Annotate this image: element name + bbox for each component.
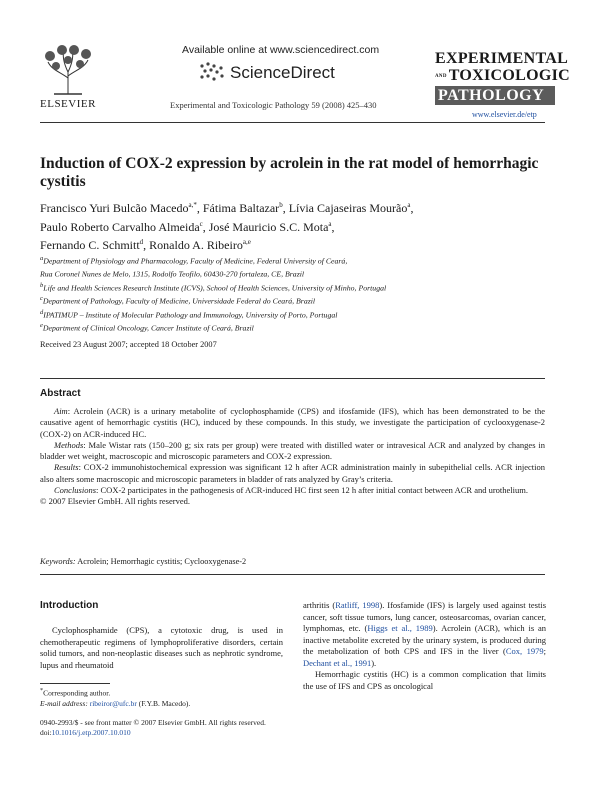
author-name: , Fátima Baltazar	[196, 201, 280, 215]
issn-line: 0940-2993/$ - see front matter © 2007 Elsevier GmbH. All rights reserved.	[40, 718, 266, 727]
author-affil-marker[interactable]: a,e	[242, 238, 251, 246]
affiliation-item: $^c$Department of Pathology, Faculty of Medicine, Universidade Federal do Ceará, Brazil	[40, 295, 316, 306]
intro-paragraph: Cyclophosphamide (CPS), a cytotoxic drug, is used in chemotherapeutic regimens of lymphoproliferative disorders, certain solid tumors, and non-neoplastic diseases such as nephrotic syndrome, lupus and rheumatoid	[40, 625, 283, 670]
author-name: Fernando C. Schmitt	[40, 238, 140, 252]
affiliation-item: $^a$Department of Physiology and Pharmacology, Faculty of Medicine, Federal University of Ceará,	[40, 255, 348, 266]
abstract-aim: Aim: Acrolein (ACR) is a urinary metabolite of cyclophosphamide (CPS) and ifosfamide (IFS), which has been demonstrated to be the causative agent of hemorrhagic cystitis (HC), induced by these compounds. In this study, we investigate the participation of cyclooxygenase-2 (COX-2) on ACR-induced HC.	[40, 406, 545, 439]
abstract-results: Results: COX-2 immunohistochemical expression was significant 12 h after ACR administration mainly in subepithelial cells. ACR injection also alters some macroscopic and microscopic parameters in bladder of rats analyzed by Gray’s criteria.	[40, 462, 545, 484]
affiliation-item: $^b$Life and Health Sciences Research Institute (ICVS), School of Health Sciences, University of Minho, Portugal	[40, 281, 387, 293]
citation-link[interactable]: Cox, 1979	[505, 646, 544, 656]
journal-title-and: AND	[435, 73, 447, 79]
sciencedirect-wordmark: ScienceDirect	[230, 63, 335, 82]
journal-title-line2: AND TOXICOLOGIC	[435, 67, 570, 84]
affiliation-list	[40, 254, 545, 334]
article-title: Induction of COX-2 expression by acrolein in the rat model of hemorrhagic cystitis	[40, 155, 539, 190]
abstract-body	[40, 406, 545, 508]
author-affil-marker[interactable]: a,*	[188, 201, 197, 209]
intro-paragraph: Hemorrhagic cystitis (HC) is a common complication that limits the use of IFS and CPS as oncological	[303, 669, 546, 691]
affiliation-item: Rua Coronel Nunes de Melo, 1315, Rodolfo Teofilo, 60430-270 fortaleza, CE, Brazil	[40, 269, 305, 279]
citation-link[interactable]: Higgs et al., 1989	[367, 623, 433, 633]
abstract-copyright: © 2007 Elsevier GmbH. All rights reserved.	[40, 496, 190, 507]
citation-link[interactable]: Dechant et al., 1991	[303, 657, 372, 668]
elsevier-wordmark: ELSEVIER	[40, 98, 96, 110]
journal-title-line3: PATHOLOGY	[435, 86, 555, 105]
header-divider	[40, 122, 545, 123]
author-name: , Lívia Cajaseiras Mourão	[282, 201, 408, 215]
keywords-line	[40, 557, 246, 566]
intro-right-column	[303, 600, 546, 692]
keywords-label: Keywords:	[40, 557, 76, 566]
journal-title-line1: EXPERIMENTAL	[435, 50, 569, 67]
intro-paragraph: arthritis (Ratliff, 1998). Ifosfamide (IFS) is largely used against testis cancer, soft tissue tumors, lung cancer, osteosarcomas, ovarian cancer, lymphomas, etc. (Higgs et al., 1989). Acrolein (ACR), which is an inactive metabolite excreted by the urinary system, is produced during the metabolization of both CPS and IFS in the liver (Cox, 1979; Dechant et al., 1991).	[303, 600, 547, 668]
abstract-top-divider	[40, 378, 545, 379]
abstract-conclusions: Conclusions: COX-2 participates in the pathogenesis of ACR-induced HC first seen 12 h after initial contact between ACR and urothelium.	[54, 485, 529, 496]
corresponding-author-footnote: *Corresponding author. E-mail address: ribeiror@ufc.br (F.Y.B. Macedo).	[40, 687, 191, 708]
author-name: , Ronaldo A. Ribeiro	[143, 238, 243, 252]
abstract-bottom-divider	[40, 574, 545, 575]
author-affil-marker[interactable]: a	[407, 201, 411, 209]
affiliation-item: $^d$IPATIMUP – Institute of Molecular Pathology and Immunology, University of Porto, Portugal	[40, 308, 338, 320]
journal-url-link[interactable]: www.elsevier.de/etp	[472, 110, 537, 119]
abstract-heading: Abstract	[40, 388, 81, 399]
available-online-text: Available online at www.sciencedirect.com	[182, 44, 380, 56]
author-affil-marker[interactable]: b	[279, 201, 283, 209]
author-name: Francisco Yuri Bulcão Macedo	[40, 201, 189, 215]
author-affil-marker[interactable]: c	[199, 219, 203, 228]
corresponding-label: Corresponding author.	[43, 688, 111, 698]
author-name: Paulo Roberto Carvalho Almeida	[40, 219, 200, 234]
intro-left-column	[40, 625, 283, 671]
footnote-divider	[40, 683, 110, 684]
email-label: E-mail address:	[40, 698, 88, 708]
email-link[interactable]: ribeiror@ufc.br	[89, 698, 137, 708]
abstract-methods: Methods: Male Wistar rats (150–200 g; six rats per group) were treated with distilled water or intravesical ACR and analyzed by changes in bladder wet weight, macroscopic and microscopic parameters and COX-2 expression.	[40, 439, 545, 462]
introduction-heading: Introduction	[40, 600, 99, 611]
doi-label: doi:	[40, 728, 52, 737]
author-affil-marker[interactable]: a	[328, 219, 332, 228]
keywords-text: Acrolein; Hemorrhagic cystitis; Cyclooxygenase-2	[75, 557, 247, 566]
sciencedirect-dots-icon	[196, 60, 228, 84]
article-meta-footer	[40, 718, 266, 738]
author-affil-marker[interactable]: d	[139, 238, 144, 246]
affiliation-item: $^e$Department of Clinical Oncology, Cancer Institute of Ceará, Brazil	[40, 321, 254, 333]
elsevier-tree-logo	[40, 42, 96, 98]
journal-title-block	[435, 50, 570, 105]
received-dates: Received 23 August 2007; accepted 18 October 2007	[40, 340, 217, 349]
citation-link[interactable]: Ratliff, 1998	[335, 600, 380, 610]
journal-citation: Experimental and Toxicologic Pathology 59 (2008) 425–430	[170, 100, 377, 110]
author-list: Francisco Yuri Bulcão Macedo$^{a,*}$, Fátima Baltazar$^b$, Lívia Cajaseiras Mourão$^a$, Paulo Roberto Carvalho Almeida$^c$, José Mauricio S.C. Mota$^a$, Fernando C. Schmitt$^d$, Ronaldo A. Ribeiro$^{a,e}$	[40, 201, 414, 252]
author-name: , José Mauricio S.C. Mota	[202, 219, 329, 234]
doi-link[interactable]: 10.1016/j.etp.2007.10.010	[51, 728, 131, 737]
